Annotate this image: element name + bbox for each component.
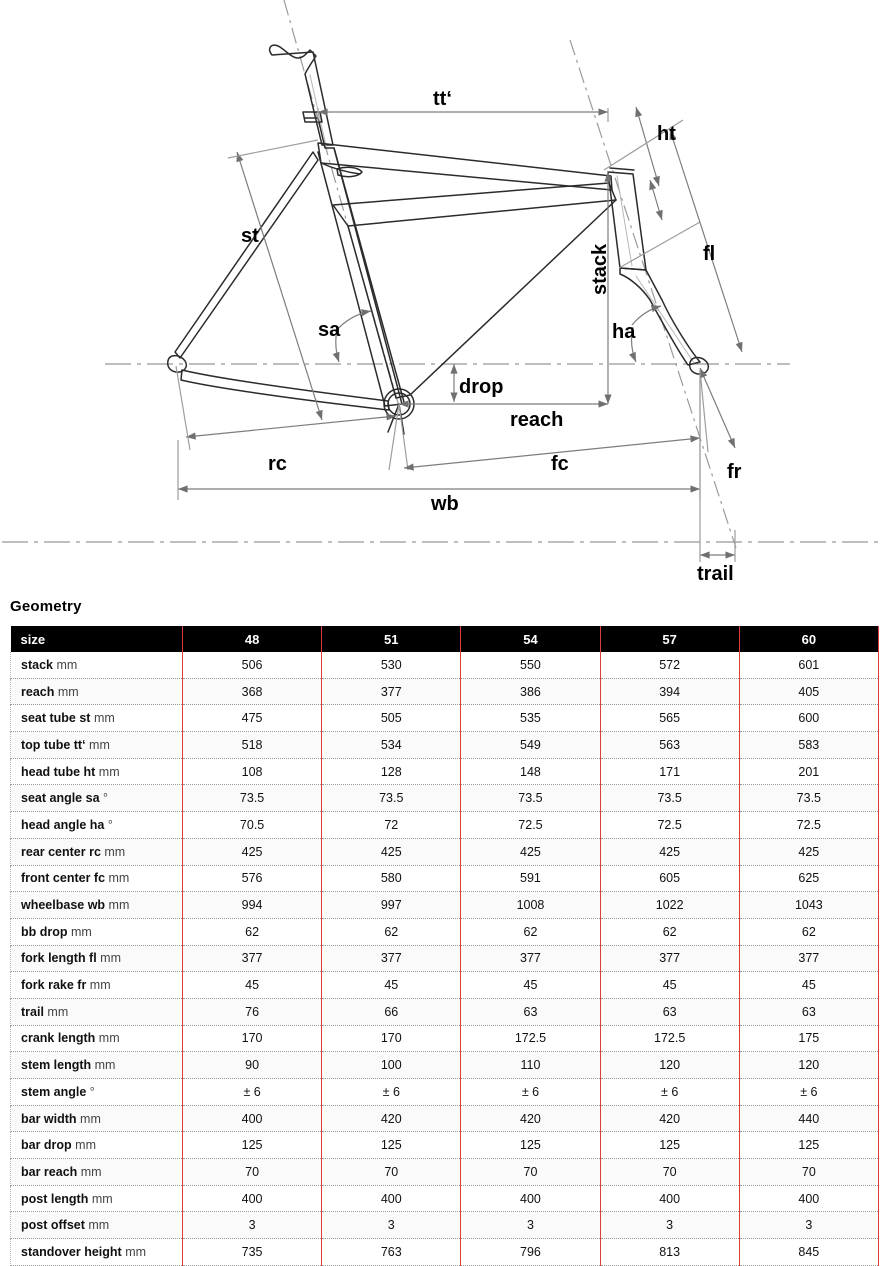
row-label: [11, 1132, 183, 1159]
table-cell: 72.5: [600, 812, 739, 839]
table-cell: 120: [600, 1052, 739, 1079]
table-cell: 405: [739, 678, 878, 705]
table-cell: 62: [322, 918, 461, 945]
row-label-unit: mm: [121, 1244, 147, 1259]
table-cell: 845: [739, 1239, 878, 1266]
row-label-unit: mm: [52, 657, 78, 672]
table-cell: 3: [322, 1212, 461, 1239]
table-cell: 170: [183, 1025, 322, 1052]
row-label: [11, 945, 183, 972]
table-cell: 70: [183, 1159, 322, 1186]
table-cell: 735: [183, 1239, 322, 1266]
label-ha: ha: [612, 321, 636, 343]
table-row: [11, 1025, 879, 1052]
row-label-unit: mm: [54, 684, 79, 699]
label-trail: trail: [697, 563, 734, 585]
table-cell: 172.5: [600, 1025, 739, 1052]
table-cell: 796: [461, 1239, 600, 1266]
table-cell: 400: [183, 1105, 322, 1132]
label-rc: rc: [268, 453, 287, 475]
table-cell: 425: [183, 838, 322, 865]
table-cell: 73.5: [600, 785, 739, 812]
table-cell: 420: [322, 1105, 461, 1132]
table-cell: 572: [600, 652, 739, 678]
table-cell: 425: [322, 838, 461, 865]
column-header-54: 54: [461, 626, 600, 652]
table-cell: 377: [322, 678, 461, 705]
table-cell: 425: [739, 838, 878, 865]
row-label-text: front center fc: [21, 871, 106, 886]
table-cell: ± 6: [739, 1079, 878, 1106]
table-row: [11, 1132, 879, 1159]
row-label-text: fork length fl: [21, 951, 97, 966]
row-label: [11, 1052, 183, 1079]
table-cell: 148: [461, 758, 600, 785]
table-cell: 368: [183, 678, 322, 705]
table-cell: ± 6: [600, 1079, 739, 1106]
table-cell: 400: [183, 1185, 322, 1212]
table-row: [11, 918, 879, 945]
label-ht: ht: [657, 123, 676, 145]
row-label-text: bar reach: [21, 1164, 78, 1179]
table-cell: 73.5: [322, 785, 461, 812]
row-label-text: bar width: [21, 1111, 77, 1126]
table-cell: 420: [461, 1105, 600, 1132]
table-row: [11, 1105, 879, 1132]
table-row: [11, 1239, 879, 1266]
label-reach: reach: [510, 409, 564, 431]
table-cell: 386: [461, 678, 600, 705]
table-cell: 576: [183, 865, 322, 892]
table-cell: 565: [600, 705, 739, 732]
row-label: [11, 972, 183, 999]
table-cell: 600: [739, 705, 878, 732]
row-label-text: rear center rc: [21, 844, 101, 859]
row-label-unit: °: [86, 1084, 95, 1099]
row-label-text: seat tube st: [21, 711, 91, 726]
table-header-row: [11, 626, 879, 652]
row-label-text: reach: [21, 684, 55, 699]
bike-frame-drawing: [0, 0, 883, 592]
row-label-unit: °: [104, 817, 113, 832]
table-cell: 535: [461, 705, 600, 732]
row-label-text: trail: [21, 1004, 44, 1019]
table-cell: 505: [322, 705, 461, 732]
table-cell: 1022: [600, 892, 739, 919]
table-row: [11, 1185, 879, 1212]
row-label-text: head angle ha: [21, 817, 105, 832]
table-cell: 1008: [461, 892, 600, 919]
table-cell: 605: [600, 865, 739, 892]
table-cell: 591: [461, 865, 600, 892]
row-label: [11, 652, 183, 678]
table-row: [11, 838, 879, 865]
table-cell: 125: [600, 1132, 739, 1159]
label-st: st: [241, 225, 259, 247]
row-label-unit: mm: [77, 1164, 102, 1179]
geometry-table-container: [10, 626, 878, 1266]
table-cell: 70: [600, 1159, 739, 1186]
table-cell: 72.5: [461, 812, 600, 839]
row-label: [11, 1212, 183, 1239]
row-label: [11, 812, 183, 839]
table-cell: 3: [183, 1212, 322, 1239]
table-cell: 100: [322, 1052, 461, 1079]
row-label-text: post offset: [21, 1218, 85, 1233]
row-label-unit: mm: [86, 978, 111, 993]
row-label-unit: mm: [71, 1138, 97, 1153]
table-cell: 420: [600, 1105, 739, 1132]
table-cell: 72.5: [739, 812, 878, 839]
table-cell: 45: [600, 972, 739, 999]
row-label-text: bar drop: [21, 1138, 72, 1153]
label-fl: fl: [703, 243, 716, 265]
row-label: [11, 758, 183, 785]
table-cell: 73.5: [739, 785, 878, 812]
table-cell: 70: [322, 1159, 461, 1186]
table-cell: 45: [322, 972, 461, 999]
table-cell: 997: [322, 892, 461, 919]
row-label: [11, 1185, 183, 1212]
table-cell: 90: [183, 1052, 322, 1079]
table-cell: 125: [739, 1132, 878, 1159]
table-cell: 70: [461, 1159, 600, 1186]
table-row: [11, 945, 879, 972]
table-cell: 550: [461, 652, 600, 678]
row-label-text: wheelbase wb: [21, 898, 106, 913]
row-label: [11, 998, 183, 1025]
table-cell: 62: [461, 918, 600, 945]
table-row: [11, 865, 879, 892]
column-header-57: 57: [600, 626, 739, 652]
row-label-unit: mm: [100, 844, 126, 859]
table-row: [11, 998, 879, 1025]
table-cell: 120: [739, 1052, 878, 1079]
table-cell: 3: [461, 1212, 600, 1239]
table-cell: 45: [461, 972, 600, 999]
table-row: [11, 705, 879, 732]
table-cell: 73.5: [461, 785, 600, 812]
row-label-unit: mm: [105, 898, 130, 913]
table-cell: 506: [183, 652, 322, 678]
table-cell: 3: [739, 1212, 878, 1239]
row-label-text: stem length: [21, 1058, 92, 1073]
table-cell: ± 6: [322, 1079, 461, 1106]
row-label-text: stem angle: [21, 1084, 87, 1099]
table-cell: 400: [322, 1185, 461, 1212]
row-label-text: crank length: [21, 1031, 96, 1046]
table-cell: 72: [322, 812, 461, 839]
row-label: [11, 1079, 183, 1106]
table-cell: 63: [461, 998, 600, 1025]
row-label-unit: mm: [88, 1191, 113, 1206]
table-cell: 534: [322, 732, 461, 759]
row-label-unit: mm: [95, 1031, 120, 1046]
table-cell: 400: [600, 1185, 739, 1212]
row-label-unit: mm: [96, 951, 122, 966]
table-body: [11, 652, 879, 1265]
table-row: [11, 972, 879, 999]
table-cell: 400: [739, 1185, 878, 1212]
row-label-unit: °: [99, 791, 108, 806]
table-cell: 377: [322, 945, 461, 972]
row-label-unit: mm: [90, 711, 115, 726]
row-label-unit: mm: [91, 1058, 116, 1073]
row-label: [11, 1239, 183, 1266]
row-label-text: top tube tt‘: [21, 737, 86, 752]
row-label: [11, 865, 183, 892]
table-cell: ± 6: [461, 1079, 600, 1106]
table-cell: 549: [461, 732, 600, 759]
table-cell: 171: [600, 758, 739, 785]
table-cell: 530: [322, 652, 461, 678]
row-label: [11, 705, 183, 732]
table-cell: 70.5: [183, 812, 322, 839]
row-label-text: head tube ht: [21, 764, 96, 779]
row-label: [11, 838, 183, 865]
table-row: [11, 1079, 879, 1106]
table-row: [11, 1159, 879, 1186]
table-cell: 201: [739, 758, 878, 785]
table-cell: 63: [600, 998, 739, 1025]
row-label-unit: mm: [67, 924, 92, 939]
table-cell: 625: [739, 865, 878, 892]
table-cell: 377: [600, 945, 739, 972]
table-cell: 125: [183, 1132, 322, 1159]
table-cell: 440: [739, 1105, 878, 1132]
column-header-48: 48: [183, 626, 322, 652]
bike-geometry-diagram: [0, 0, 883, 592]
table-cell: 475: [183, 705, 322, 732]
row-label-text: standover height: [21, 1244, 122, 1259]
table-cell: ± 6: [183, 1079, 322, 1106]
table-cell: 377: [461, 945, 600, 972]
row-label: [11, 1159, 183, 1186]
row-label: [11, 918, 183, 945]
table-cell: 400: [461, 1185, 600, 1212]
table-row: [11, 1212, 879, 1239]
table-cell: 580: [322, 865, 461, 892]
table-row: [11, 732, 879, 759]
table-cell: 377: [739, 945, 878, 972]
table-cell: 110: [461, 1052, 600, 1079]
row-label-unit: mm: [84, 1218, 110, 1233]
row-label: [11, 1025, 183, 1052]
row-label-unit: mm: [43, 1004, 69, 1019]
table-cell: 45: [739, 972, 878, 999]
table-cell: 73.5: [183, 785, 322, 812]
table-row: [11, 652, 879, 678]
table-cell: 994: [183, 892, 322, 919]
table-cell: 76: [183, 998, 322, 1025]
table-cell: 62: [600, 918, 739, 945]
table-row: [11, 758, 879, 785]
row-label-unit: mm: [105, 871, 130, 886]
row-label-text: seat angle sa: [21, 791, 100, 806]
geometry-table: [10, 626, 879, 1266]
label-drop: drop: [459, 376, 504, 398]
row-label: [11, 1105, 183, 1132]
table-row: [11, 812, 879, 839]
table-cell: 563: [600, 732, 739, 759]
table-head: [11, 626, 879, 652]
table-row: [11, 1052, 879, 1079]
table-cell: 518: [183, 732, 322, 759]
row-label-text: post length: [21, 1191, 89, 1206]
label-wb: wb: [431, 493, 459, 515]
row-label: [11, 785, 183, 812]
table-row: [11, 785, 879, 812]
table-cell: 125: [322, 1132, 461, 1159]
table-cell: 377: [183, 945, 322, 972]
row-label-text: stack: [21, 657, 53, 672]
column-header-51: 51: [322, 626, 461, 652]
table-cell: 583: [739, 732, 878, 759]
table-cell: 108: [183, 758, 322, 785]
label-fc: fc: [551, 453, 569, 475]
row-label: [11, 678, 183, 705]
row-label: [11, 732, 183, 759]
column-header-60: 60: [739, 626, 878, 652]
table-cell: 45: [183, 972, 322, 999]
row-label-unit: mm: [95, 764, 120, 779]
table-cell: 1043: [739, 892, 878, 919]
table-cell: 66: [322, 998, 461, 1025]
table-cell: 128: [322, 758, 461, 785]
table-cell: 175: [739, 1025, 878, 1052]
label-sa: sa: [318, 319, 341, 341]
table-cell: 70: [739, 1159, 878, 1186]
table-cell: 62: [739, 918, 878, 945]
table-cell: 601: [739, 652, 878, 678]
table-row: [11, 678, 879, 705]
page-title: Geometry: [10, 598, 82, 615]
table-cell: 425: [600, 838, 739, 865]
table-cell: 425: [461, 838, 600, 865]
label-fr: fr: [727, 461, 742, 483]
table-cell: 63: [739, 998, 878, 1025]
table-cell: 170: [322, 1025, 461, 1052]
column-header-size: size: [11, 626, 183, 652]
label-tt: tt‘: [433, 88, 452, 110]
row-label-text: fork rake fr: [21, 978, 87, 993]
table-cell: 813: [600, 1239, 739, 1266]
table-cell: 394: [600, 678, 739, 705]
table-cell: 62: [183, 918, 322, 945]
table-cell: 125: [461, 1132, 600, 1159]
label-stack: stack: [589, 243, 611, 295]
table-cell: 172.5: [461, 1025, 600, 1052]
table-cell: 3: [600, 1212, 739, 1239]
table-row: [11, 892, 879, 919]
table-cell: 763: [322, 1239, 461, 1266]
row-label: [11, 892, 183, 919]
row-label-text: bb drop: [21, 924, 68, 939]
row-label-unit: mm: [85, 737, 110, 752]
row-label-unit: mm: [76, 1111, 101, 1126]
